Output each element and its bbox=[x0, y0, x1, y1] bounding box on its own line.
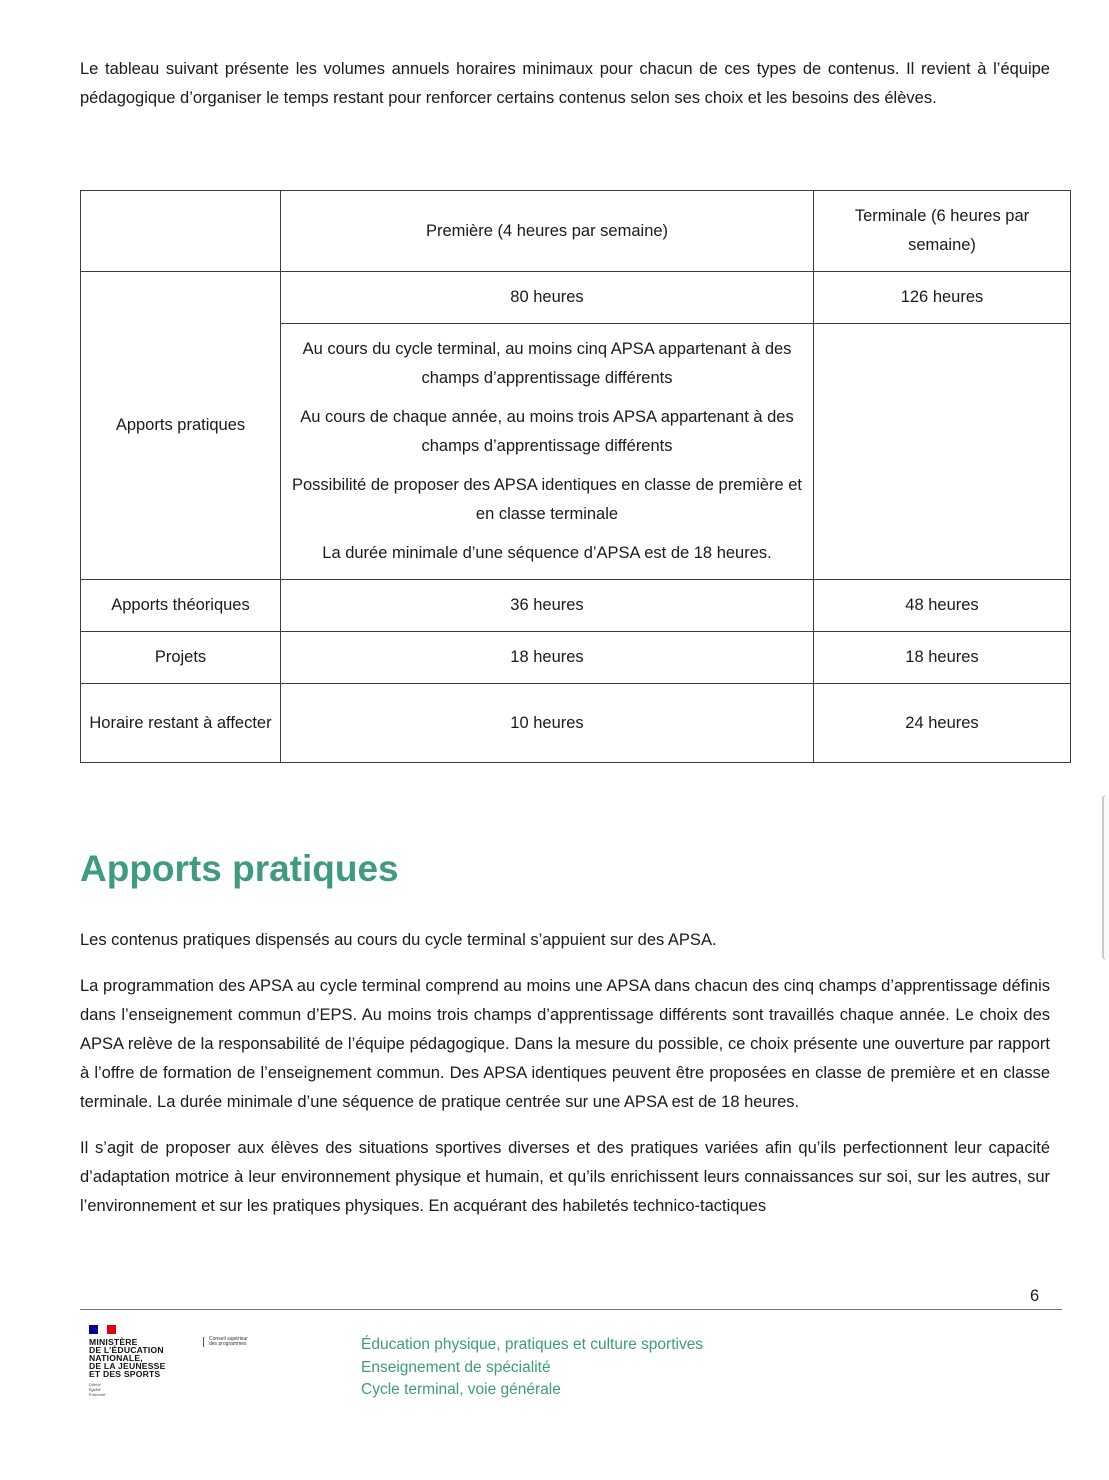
ministry-name bbox=[89, 1338, 199, 1378]
table-row-restant bbox=[81, 684, 1071, 763]
ministry-line: DE L’ÉDUCATION bbox=[89, 1345, 164, 1355]
ministry-line: MINISTÈRE bbox=[89, 1337, 138, 1347]
row-label-projets: Projets bbox=[81, 632, 281, 684]
theoriques-terminale: 48 heures bbox=[814, 580, 1071, 632]
pratiques-premiere-hours: 80 heures bbox=[281, 272, 814, 324]
hours-table bbox=[80, 190, 1071, 763]
body-paragraph: Il s’agit de proposer aux élèves des situations sportives diverses et des pratiques variées afin qu’ils perfectionnent leur capacité d’adaptation motrice à leur environnement physique et humain, et qu’ils enrichissent leurs connaissances sur soi, sur les autres, sur l’environnement et sur les pratiques physiques. En acquérant des habiletés technico-tactiques bbox=[80, 1139, 1050, 1215]
row-label-theoriques: Apports théoriques bbox=[81, 580, 281, 632]
ministry-logo bbox=[89, 1325, 199, 1397]
footer-line-teaching: Enseignement de spécialité bbox=[361, 1358, 551, 1376]
footer-line-cycle: Cycle terminal, voie générale bbox=[361, 1381, 561, 1398]
motto-line: Liberté bbox=[89, 1382, 101, 1387]
ministry-line: ET DES SPORTS bbox=[89, 1369, 161, 1379]
header-empty-cell bbox=[81, 191, 281, 272]
flag-blue-stripe bbox=[89, 1325, 98, 1334]
pratiques-terminale-hours: 126 heures bbox=[814, 272, 1071, 324]
restant-premiere: 10 heures bbox=[281, 684, 814, 763]
council-line: des programmes bbox=[209, 1341, 247, 1347]
french-flag-icon bbox=[89, 1325, 116, 1334]
projets-terminale: 18 heures bbox=[814, 632, 1071, 684]
council-logo bbox=[203, 1337, 279, 1347]
pratiques-note: Au cours de chaque année, au moins trois APSA appartenant à des champs d’apprentissage différents bbox=[300, 408, 794, 455]
page-number: 6 bbox=[1030, 1287, 1040, 1305]
motto-line: Fraternité bbox=[89, 1392, 106, 1397]
pratiques-note: Au cours du cycle terminal, au moins cinq APSA appartenant à des champs d’apprentissage différents bbox=[302, 340, 792, 387]
council-line: Conseil supérieur bbox=[209, 1336, 248, 1342]
row-label-restant: Horaire restant à affecter bbox=[81, 684, 281, 763]
pratiques-note: Possibilité de proposer des APSA identiques en classe de première et en classe terminale bbox=[292, 476, 802, 523]
table-header-row bbox=[81, 191, 1071, 272]
pratiques-note: La durée minimale d’une séquence d’APSA est de 18 heures. bbox=[322, 544, 772, 562]
intro-paragraph: Le tableau suivant présente les volumes annuels horaires minimaux pour chacun de ces types de contenus. Il revient à l’équipe pédagogique d’organiser le temps restant pour renforcer certains contenus selon ses choix et les besoins des élèves. bbox=[80, 59, 1050, 107]
section-title: Apports pratiques bbox=[80, 848, 399, 889]
body-paragraph: La programmation des APSA au cycle terminal comprend au moins une APSA dans chacun des cinq champs d’apprentissage définis dans l’enseignement commun d’EPS. Au moins trois champs d’apprentissage différents sont travaillés chaque année. Le choix des APSA relève de la responsabilité de l’équipe pédagogique. Dans la mesure du possible, ce choix présente une ouverture par rapport à l’offre de formation de l’enseignement commun. Des APSA identiques peuvent être proposées en classe de première et en classe terminale. La durée minimale d’une séquence de pratique centrée sur une APSA est de 18 heures. bbox=[80, 977, 1050, 1111]
header-premiere: Première (4 heures par semaine) bbox=[281, 191, 814, 272]
flag-red-stripe bbox=[107, 1325, 116, 1334]
ministry-line: DE LA JEUNESSE bbox=[89, 1361, 166, 1371]
body-paragraph: Les contenus pratiques dispensés au cours du cycle terminal s’appuient sur des APSA. bbox=[80, 931, 717, 949]
footer-course-info bbox=[361, 1334, 703, 1402]
ministry-line: NATIONALE, bbox=[89, 1353, 143, 1363]
table-row-pratiques-hours bbox=[81, 272, 1071, 324]
page-edge-scroll-indicator bbox=[1102, 795, 1109, 960]
footer-divider bbox=[80, 1309, 1062, 1310]
table-row-projets bbox=[81, 632, 1071, 684]
restant-terminale: 24 heures bbox=[814, 684, 1071, 763]
footer-line-subject: Éducation physique, pratiques et culture sportives bbox=[361, 1336, 704, 1353]
pratiques-notes-cell bbox=[281, 324, 814, 580]
theoriques-premiere: 36 heures bbox=[281, 580, 814, 632]
projets-premiere: 18 heures bbox=[281, 632, 814, 684]
pratiques-terminale-notes-empty bbox=[814, 324, 1071, 580]
republic-motto bbox=[89, 1382, 199, 1397]
row-label-pratiques: Apports pratiques bbox=[81, 272, 281, 580]
flag-white-stripe bbox=[98, 1325, 107, 1334]
motto-line: Égalité bbox=[89, 1387, 101, 1392]
table-row-theoriques bbox=[81, 580, 1071, 632]
section-body bbox=[80, 926, 1050, 1238]
header-terminale: Terminale (6 heures par semaine) bbox=[814, 191, 1071, 272]
